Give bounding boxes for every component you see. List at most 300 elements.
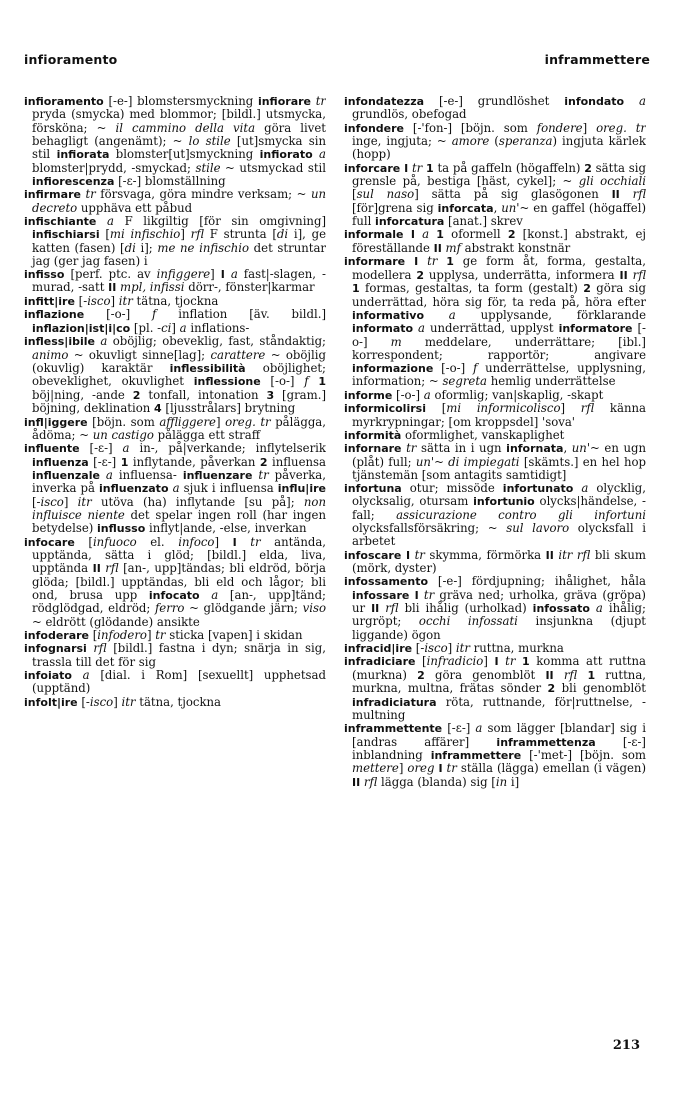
definition-text: influensa <box>267 454 326 469</box>
dictionary-entry <box>344 228 646 255</box>
definition-text: [anat.] skrev <box>444 213 523 228</box>
headword: I <box>232 535 237 549</box>
definition-text: ] <box>214 534 233 549</box>
definition-text: [-ɛ-] blomställning <box>114 173 226 188</box>
italic-text: a <box>424 307 481 322</box>
headword: 3 <box>266 388 275 402</box>
headword: informativo <box>352 308 425 322</box>
italic-text: f <box>304 374 319 389</box>
headword: 1 <box>318 375 326 389</box>
headword: inflazion|ist|i|co <box>32 321 131 335</box>
dictionary-entry <box>344 575 646 642</box>
definition-text: hemlig underrättelse <box>487 374 616 389</box>
headword: infoiato <box>24 668 72 682</box>
italic-text: tr <box>418 254 447 269</box>
headword: 1 <box>426 161 434 175</box>
definition-text: pålägga, ådöma; ~ <box>32 414 326 442</box>
dictionary-entry <box>24 669 326 696</box>
italic-text: infuoco <box>92 534 137 549</box>
headword: informe <box>344 388 393 402</box>
definition-text: [-ɛ-] inblandning <box>352 734 646 763</box>
definition-text: bli ihålig (urholkad) <box>404 600 533 615</box>
italic-text: a <box>224 267 244 282</box>
headword: inforcatura <box>375 214 445 228</box>
definition-text: ] <box>146 627 156 642</box>
definition-text: [-e-] fördjupning; ihålighet, håla <box>428 574 646 589</box>
italic-text: infradicio <box>426 654 484 669</box>
italic-text: in <box>495 774 508 789</box>
definition-text: olycksfallsförsäkring; ~ <box>352 521 507 536</box>
headword: I <box>494 655 499 669</box>
italic-text: oreg. tr <box>225 414 276 429</box>
definition-text: [-ɛ-] <box>88 454 121 469</box>
definition-text: otur; missöde <box>401 481 503 495</box>
italic-text: rfl <box>360 774 382 789</box>
definition-text: [-e-] grundlöshet <box>424 95 565 108</box>
definition-text: inflations- <box>190 320 250 335</box>
italic-text: tr <box>252 467 275 482</box>
headword: infossare <box>352 588 410 602</box>
headword: informità <box>344 428 402 442</box>
definition-text: [för]grena sig <box>352 200 438 215</box>
italic-text: a <box>168 481 184 496</box>
dictionary-columns <box>24 95 646 1015</box>
italic-text: sul naso <box>356 187 415 202</box>
definition-text: eldrött (glödande) ansikte <box>41 614 200 629</box>
italic-text: animo ~ <box>32 347 84 362</box>
italic-text: lo stile <box>188 133 231 148</box>
definition-text: [ <box>425 401 447 416</box>
headword: infiorato <box>259 148 313 162</box>
italic-text: tr <box>410 547 430 562</box>
headword: infirmare <box>24 188 81 202</box>
headword: influsso <box>97 522 146 536</box>
definition-text: [bildl.] fastna i dyn; snärja in sig, trassla till det för sig <box>32 641 326 669</box>
italic-text: non influisce niente <box>32 494 326 523</box>
definition-text: pålägga ett straff <box>153 427 261 442</box>
definition-text: [pl. <box>130 320 158 335</box>
headword: infiorare <box>257 95 311 108</box>
italic-text: tr <box>80 187 101 202</box>
italic-text: a <box>71 667 101 682</box>
headword: infondere <box>344 121 404 135</box>
definition-text: utöva (ha) inflytande [su på]; <box>100 494 304 509</box>
definition-text: ) ingjuta kärlek (hopp) <box>352 134 646 162</box>
definition-text: ] <box>215 414 226 429</box>
definition-text: [perf. ptc. av <box>64 267 157 282</box>
italic-text: itr <box>121 694 140 709</box>
definition-text: dörr-, fönster|karmar <box>188 280 315 295</box>
italic-text: viso ~ <box>32 601 326 629</box>
dictionary-entry <box>24 536 326 629</box>
definition-text: blomster|prydd, -smyckad; <box>32 160 196 175</box>
definition-text: [- <box>74 293 88 308</box>
headword: infiorata <box>56 148 110 162</box>
dictionary-entry <box>24 215 326 268</box>
italic-text: a <box>573 481 597 495</box>
definition-text: F likgiltig [för sin omgivning] <box>124 213 326 228</box>
headword: 2 <box>583 282 591 296</box>
italic-text: mf <box>441 240 465 255</box>
definition-text: göra livet behagligt (angenämt); ~ <box>32 120 326 148</box>
definition-text: komma att ruttna (murkna) <box>352 654 646 682</box>
definition-text: göra genomblöt <box>424 667 546 682</box>
definition-text: okuvligt sinne[lag]; <box>83 347 211 362</box>
headword: 2 <box>416 268 425 282</box>
definition-text: skymma, förmörka <box>429 547 546 562</box>
definition-text: [konst.] abstrakt, ej föreställande <box>352 227 646 255</box>
headword: II <box>352 775 361 789</box>
header-last-entry: inframmettere <box>544 52 650 67</box>
definition-text: blomster[ut]smyckning <box>109 147 260 162</box>
headword: informazione <box>352 362 434 376</box>
italic-text: rfl <box>553 667 588 682</box>
definition-text: insjunkna (djupt liggande) ögon <box>352 614 646 642</box>
definition-text: tätna, tjockna <box>136 293 219 308</box>
headword: I <box>438 762 443 776</box>
headword: informicolirsi <box>344 402 426 416</box>
headword: infocare <box>24 535 75 549</box>
headword: infitt|ire <box>24 294 75 308</box>
definition-text: [ut]smycka sin stil <box>32 133 326 162</box>
italic-text: infoco <box>178 534 215 549</box>
headword: informale <box>344 228 404 242</box>
headword: I <box>405 255 419 269</box>
definition-text: underrättelse, upplysning, information; ~ <box>352 361 646 389</box>
italic-text: rfl <box>580 401 610 416</box>
italic-text: stile ~ <box>195 160 235 175</box>
definition-text: [-o-] <box>84 307 153 322</box>
italic-text: fondere <box>536 120 583 135</box>
italic-text: a <box>413 321 430 336</box>
definition-text: antända, upptända, sätta i glöd; [bildl.] elda, liva, upptända <box>32 534 326 576</box>
headword: infornare <box>344 442 402 456</box>
italic-text: tr <box>442 761 461 776</box>
definition-text: [an-, upp]tänd; rödglödgad, eldröd; <box>32 587 326 616</box>
definition-text: i], ge katten (fasen) [ <box>32 227 326 255</box>
italic-text: rfl <box>619 187 646 202</box>
headword: inframmettere <box>430 749 522 763</box>
definition-text: inflyt|ande, -else, inverkan <box>145 521 307 536</box>
definition-text: oböjlig; obeveklig, fast, ståndaktig; <box>112 334 326 349</box>
italic-text: infiggere <box>156 267 211 282</box>
headword: 4 <box>154 402 162 416</box>
definition-text: F strunta [ <box>209 227 277 242</box>
headword: infradiciare <box>344 655 416 669</box>
dictionary-entry <box>24 188 326 215</box>
headword: influenzato <box>98 482 169 496</box>
headword: I <box>220 268 225 282</box>
definition-text: inflytande, påverkan <box>128 454 260 469</box>
headword: inflessibilità <box>169 361 246 375</box>
headword: infracid|ire <box>344 641 413 655</box>
italic-text: oreg <box>407 761 439 776</box>
definition-text: upphäva ett påbud <box>77 200 193 215</box>
italic-text: tr <box>401 441 421 456</box>
headword: 2 <box>547 682 556 696</box>
right-column <box>344 95 646 1015</box>
headword: infondato <box>564 95 625 108</box>
italic-text: a <box>624 95 646 108</box>
headword: infoderare <box>24 628 90 642</box>
headword: I <box>409 588 419 602</box>
definition-text: oformlighet, vanskaplighet <box>401 427 565 442</box>
headword: I <box>403 228 415 242</box>
italic-text: f <box>472 361 486 376</box>
headword: inflazione <box>24 308 85 322</box>
italic-text: di <box>276 227 289 242</box>
dictionary-entry <box>24 416 326 443</box>
definition-text: el. <box>136 534 179 549</box>
headword: inframmettente <box>344 722 443 736</box>
headword: infornata <box>506 442 564 456</box>
definition-text: glödgande järn; <box>198 601 303 616</box>
italic-text: a <box>423 387 435 402</box>
headword: infortuna <box>344 482 402 495</box>
dictionary-entry <box>344 429 646 442</box>
headword: II <box>92 562 101 576</box>
definition-text: , <box>563 441 572 456</box>
definition-text: oböjlig (okuvlig) karaktär <box>32 347 326 375</box>
dictionary-entry <box>24 629 326 642</box>
definition-text: [böjn. som <box>87 414 160 429</box>
headword: infiorescenza <box>32 174 115 188</box>
italic-text: segreta <box>442 374 488 389</box>
italic-text: mi infischio <box>109 227 181 242</box>
headword: inframmettenza <box>496 735 596 749</box>
definition-text: meddelare, underrättare; [ibl.] korrespondent; rapportör; angivare <box>352 334 646 362</box>
headword: infondatezza <box>344 95 425 108</box>
italic-text: mettere <box>352 761 399 776</box>
definition-text: [ <box>415 654 427 669</box>
dictionary-entry <box>344 642 646 655</box>
headword: II <box>545 548 554 562</box>
definition-text: [ljusstrålars] brytning <box>161 401 296 416</box>
headword: infisso <box>24 268 65 282</box>
headword: infossamento <box>344 575 429 589</box>
dictionary-entry <box>24 335 326 415</box>
dictionary-entry <box>344 402 646 429</box>
italic-text: a <box>94 334 113 349</box>
headword: 1 <box>446 255 454 269</box>
italic-text: speranza <box>498 134 553 149</box>
italic-text: a <box>99 467 119 482</box>
definition-text: [ <box>89 627 98 642</box>
headword: inflessione <box>193 375 261 389</box>
dictionary-entry <box>344 482 646 549</box>
definition-text: påverka, inverka på <box>32 467 326 496</box>
definition-text: influensa- <box>118 467 183 482</box>
italic-text: isco <box>87 293 111 308</box>
definition-text: [-e-] blomstersmyckning <box>103 95 258 108</box>
definition-text: [gram.] böjning, deklination <box>32 387 326 416</box>
headword: 1 <box>521 655 530 669</box>
headword: infocato <box>148 588 200 602</box>
definition-text: underrättad, upplyst <box>429 321 559 336</box>
italic-text: mi informicolisco <box>446 401 561 416</box>
headword: II <box>371 601 380 615</box>
headword: 2 <box>417 668 425 682</box>
definition-text: ] <box>171 320 180 335</box>
definition-text: ställa (lägga) emellan (i vägen) <box>460 761 646 776</box>
italic-text: rfl <box>100 561 124 576</box>
headword: infolt|ire <box>24 695 78 709</box>
header-first-entry: infioramento <box>24 52 118 67</box>
definition-text: det struntar jag (ger jag fasen) i <box>32 240 326 268</box>
italic-text: carattere ~ <box>210 347 281 362</box>
italic-text: f <box>152 307 179 322</box>
italic-text: tr <box>418 587 440 602</box>
italic-text: gli occhiali <box>578 173 646 188</box>
italic-text: a <box>96 213 125 228</box>
definition-text: olycks|händelse, -fall; <box>352 494 646 522</box>
headword: 2 <box>259 455 268 469</box>
italic-text: di <box>124 240 136 255</box>
headword: II <box>545 668 554 682</box>
definition-text: [ <box>99 227 110 242</box>
italic-text: amore <box>451 134 490 149</box>
italic-text: isco <box>424 640 448 655</box>
headword: I <box>400 161 409 175</box>
definition-text: upplysande, förklarande <box>480 307 646 322</box>
definition-text: [- <box>77 694 90 709</box>
dictionary-entry <box>344 722 646 789</box>
italic-text: tr <box>155 627 170 642</box>
italic-text: a <box>122 441 140 456</box>
headword: influenzare <box>182 468 253 482</box>
italic-text: isco <box>89 694 114 709</box>
left-column <box>24 95 326 1015</box>
italic-text: un'~ <box>501 200 530 215</box>
definition-text: ] <box>110 293 119 308</box>
italic-text: un'~ <box>571 441 600 456</box>
italic-text: a <box>475 721 488 736</box>
dictionary-entry <box>344 162 646 229</box>
definition-text: [- <box>32 494 41 509</box>
definition-text: tonfall, intonation <box>140 387 267 402</box>
definition-text: pryda (smycka) med blommor; [bildl.] utsmycka, förskönа; ~ <box>32 107 326 135</box>
dictionary-entry <box>344 389 646 402</box>
italic-text: itr rfl <box>553 547 595 562</box>
italic-text: a <box>414 227 437 242</box>
definition-text: [-o-] <box>433 361 473 376</box>
headword: 1 <box>587 668 596 682</box>
definition-text: böj|ning, -ande <box>32 387 133 402</box>
definition-text: känna myrkrypningar; [om kroppsdel] 'sova' <box>352 401 646 429</box>
italic-text: ferro ~ <box>154 601 199 616</box>
definition-text: röta, ruttnande, för|ruttnelse, -multning <box>352 694 646 722</box>
definition-text: bli genomblöt <box>555 681 646 696</box>
dictionary-entry <box>24 268 326 295</box>
definition-text: , <box>493 200 502 215</box>
headword: infognarsi <box>24 642 87 656</box>
italic-text: tr <box>498 654 522 669</box>
headword: II <box>108 281 117 295</box>
definition-text: [ <box>352 187 357 202</box>
definition-text: oböjlighet; obeveklighet, okuvlighet <box>32 360 326 389</box>
definition-text: [-o-] <box>352 321 646 349</box>
definition-text: oformell <box>443 227 508 242</box>
italic-text: itr <box>455 640 474 655</box>
definition-text: [-o-] <box>260 374 305 389</box>
dictionary-entry <box>344 549 646 576</box>
headword: infl|iggere <box>24 415 88 429</box>
definition-text: sätta in i ugn <box>420 441 507 456</box>
headword: 2 <box>584 161 592 175</box>
definition-text: upplysa, underrätta, informera <box>424 267 620 282</box>
italic-text: a <box>179 320 191 335</box>
page-number: 213 <box>612 1038 640 1053</box>
dictionary-entry <box>344 255 646 388</box>
italic-text: assicurazione contro gli infortuni <box>396 507 646 522</box>
definition-text: i]; <box>135 240 158 255</box>
italic-text: un decreto <box>32 187 326 215</box>
italic-text: tr <box>408 160 427 175</box>
headword: infischiante <box>24 214 97 228</box>
definition-text: ] <box>113 694 122 709</box>
italic-text: m <box>390 334 425 349</box>
italic-text: sul lavoro <box>506 521 570 536</box>
italic-text: itr <box>77 494 101 509</box>
definition-text: [-'met-] [böjn. som <box>521 748 646 763</box>
italic-text: itr <box>118 293 137 308</box>
definition-text: [-ɛ-] <box>442 721 476 736</box>
definition-text: det spelar ingen roll (har ingen betydelse) <box>32 508 326 536</box>
headword: infortunio <box>473 495 535 509</box>
italic-text: un'~ di impiegati <box>415 454 520 469</box>
headword: informato <box>352 322 414 336</box>
headword: influ|ire <box>277 482 326 496</box>
headword: infoscare <box>344 548 402 562</box>
definition-text: lägga (blanda) sig [ <box>381 774 496 789</box>
italic-text: rfl <box>627 267 646 282</box>
definition-text: i] <box>507 774 520 789</box>
definition-text: grundlös, obefogad <box>352 107 467 122</box>
definition-text: ] <box>560 401 581 416</box>
headword: informare <box>344 255 406 269</box>
italic-text: oreg. tr <box>596 120 646 135</box>
dictionary-entry <box>24 696 326 709</box>
definition-text: en gaffel (högaffel) full <box>352 200 646 228</box>
italic-text: tr <box>236 534 275 549</box>
definition-text: [-o-] <box>392 387 424 402</box>
headword: influente <box>24 442 80 456</box>
definition-text: ruttna, murkna, multna, frätas sönder <box>352 667 646 696</box>
headword: 1 <box>436 228 444 242</box>
italic-text: un castigo <box>92 427 154 442</box>
headword: influenza <box>32 455 89 469</box>
definition-text: sätta sig grensle på, bestiga [häst, cykel]; ~ <box>352 160 646 188</box>
italic-text: a <box>312 147 326 162</box>
italic-text: occhi infossati <box>418 614 518 629</box>
italic-text: rfl <box>379 600 405 615</box>
definition-text: [-'fon-] [böjn. som <box>404 120 537 135</box>
definition-text: ] <box>398 761 408 776</box>
definition-text: utsmyckad stil <box>234 160 326 175</box>
headword: inforcare <box>344 161 401 175</box>
headword: 2 <box>132 388 141 402</box>
italic-text: rfl <box>190 227 210 242</box>
italic-text: rfl <box>86 641 114 656</box>
definition-text: göra sig underrättad, höra sig för, ta reda på, höra efter <box>352 281 646 309</box>
definition-text: ] <box>63 494 78 509</box>
headword: infischiarsi <box>32 228 100 242</box>
definition-text: [- <box>412 640 425 655</box>
headword: I <box>401 548 411 562</box>
italic-text: -ci <box>157 320 172 335</box>
definition-text: formas, gestaltas, ta form (gestalt) <box>359 281 584 296</box>
definition-text: [-ɛ-] <box>79 441 123 456</box>
